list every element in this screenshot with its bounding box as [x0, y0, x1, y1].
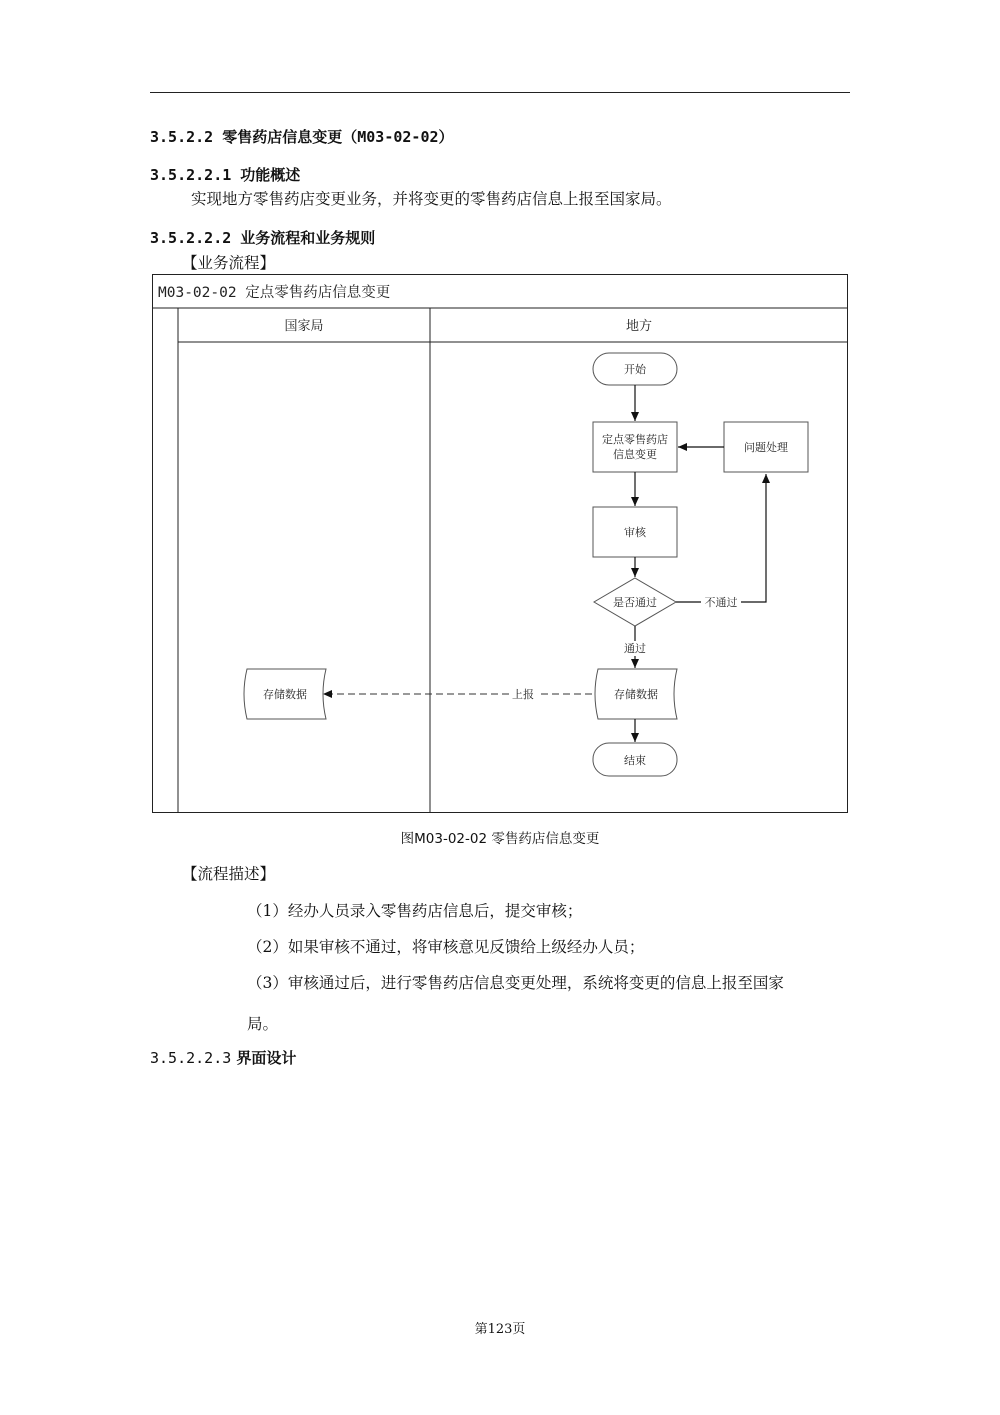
- change-node: [593, 422, 677, 472]
- process-step-2: （2）如果审核不通过，将审核意见反馈给上级经办人员；: [247, 938, 645, 956]
- end-label: 结束: [624, 754, 646, 767]
- subsection-ui-title: 界面设计: [236, 1049, 297, 1067]
- problem-label: 问题处理: [744, 441, 788, 454]
- start-label: 开始: [624, 363, 646, 376]
- lane-national-label: 国家局: [284, 319, 324, 334]
- review-label: 审核: [624, 526, 646, 539]
- change-label-line1: 定点零售药店: [602, 433, 668, 446]
- figure-caption: 图M03-02-02 零售药店信息变更: [400, 831, 600, 847]
- store-local-label: 存储数据: [614, 688, 658, 701]
- diagram-title: M03-02-02 定点零售药店信息变更: [158, 285, 391, 301]
- arrow-reject-to-problem: [741, 474, 766, 602]
- subsection-ui-heading: [150, 1047, 296, 1068]
- subsection-ui-number: 3.5.2.2.3: [150, 1049, 232, 1067]
- decision-label: 是否通过: [613, 596, 657, 609]
- reject-label: 不通过: [704, 596, 738, 609]
- subsection-overview-heading: 3.5.2.2.1 功能概述: [150, 166, 301, 184]
- flowchart-diagram: [152, 274, 850, 816]
- process-step-3-line-2: 局。: [247, 1015, 279, 1033]
- overview-text: 实现地方零售药店变更业务，并将变更的零售药店信息上报至国家局。: [191, 190, 672, 208]
- pass-label: 通过: [624, 642, 646, 655]
- process-step-1: （1）经办人员录入零售药店信息后，提交审核；: [247, 902, 583, 920]
- change-label-line2: 信息变更: [613, 448, 657, 461]
- process-label: 【流程描述】: [182, 865, 276, 883]
- store-national-label: 存储数据: [263, 688, 307, 701]
- process-step-3-line-1: （3）审核通过后，进行零售药店信息变更处理，系统将变更的信息上报至国家: [247, 974, 784, 992]
- lane-local-label: 地方: [625, 319, 653, 334]
- diagram-frame: [153, 275, 848, 813]
- subsection-flow-heading: 3.5.2.2.2 业务流程和业务规则: [150, 229, 376, 247]
- page-number: 第123页: [474, 1322, 526, 1337]
- flow-label: 【业务流程】: [182, 254, 276, 272]
- section-heading: 3.5.2.2 零售药店信息变更（M03-02-02）: [150, 128, 454, 146]
- header-rule: [150, 92, 850, 93]
- report-label: 上报: [512, 688, 534, 701]
